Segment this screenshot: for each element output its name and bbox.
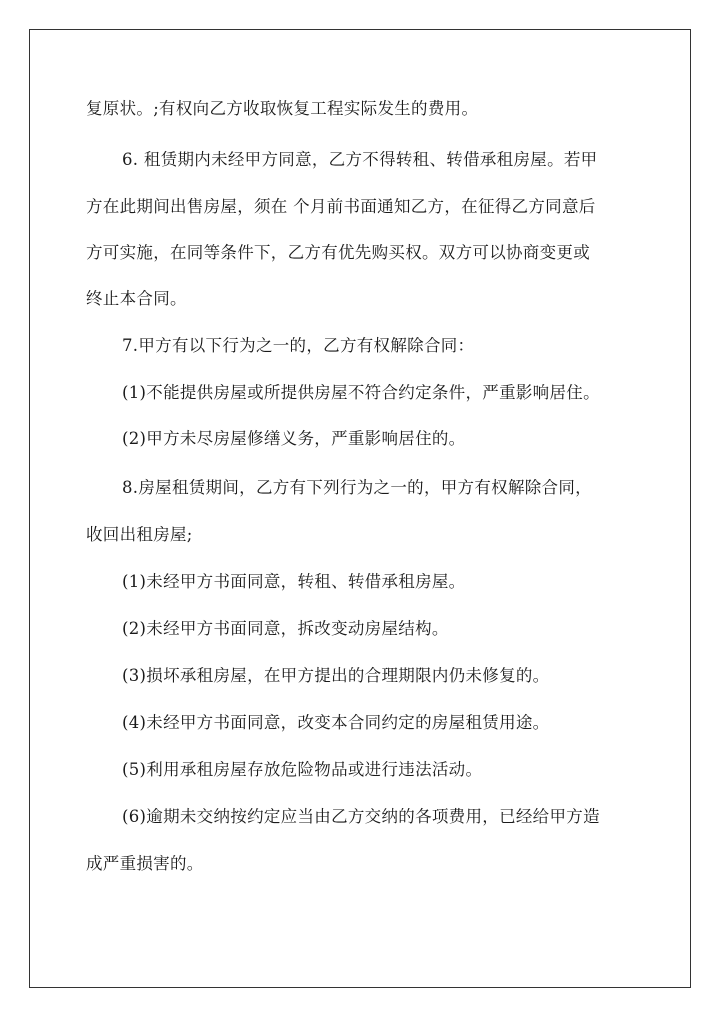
list-item: (5)利用承租房屋存放危险物品或进行违法活动。 [122,760,483,779]
text-line: 复原状。;有权向乙方收取恢复工程实际发生的费用。 [86,99,479,118]
clause-6-line: 6. 租赁期内未经甲方同意，乙方不得转租、转借承租房屋。若甲 [122,150,598,169]
text-line: 成严重损害的。 [86,854,204,873]
clause-8-heading: 8.房屋租赁期间，乙方有下列行为之一的，甲方有权解除合同， [122,478,592,497]
list-item: (1)未经甲方书面同意，转租、转借承租房屋。 [122,572,466,591]
page-border [29,29,691,988]
list-item: (6)逾期未交纳按约定应当由乙方交纳的各项费用，已经给甲方造 [122,807,600,826]
text-line: 收回出租房屋; [86,525,193,544]
list-item: (2)未经甲方书面同意，拆改变动房屋结构。 [122,619,449,638]
list-item: (2)甲方未尽房屋修缮义务，严重影响居住的。 [122,429,466,448]
list-item: (4)未经甲方书面同意，改变本合同约定的房屋租赁用途。 [122,713,550,732]
text-line: 方可实施，在同等条件下，乙方有优先购买权。双方可以协商变更或 [86,243,590,262]
list-item: (3)损坏承租房屋，在甲方提出的合理期限内仍未修复的。 [122,666,550,685]
text-line: 方在此期间出售房屋，须在 个月前书面通知乙方，在征得乙方同意后 [86,197,596,216]
list-item: (1)不能提供房屋或所提供房屋不符合约定条件，严重影响居住。 [122,383,600,402]
clause-7-heading: 7.甲方有以下行为之一的，乙方有权解除合同： [122,336,475,355]
text-line: 终止本合同。 [86,289,187,308]
